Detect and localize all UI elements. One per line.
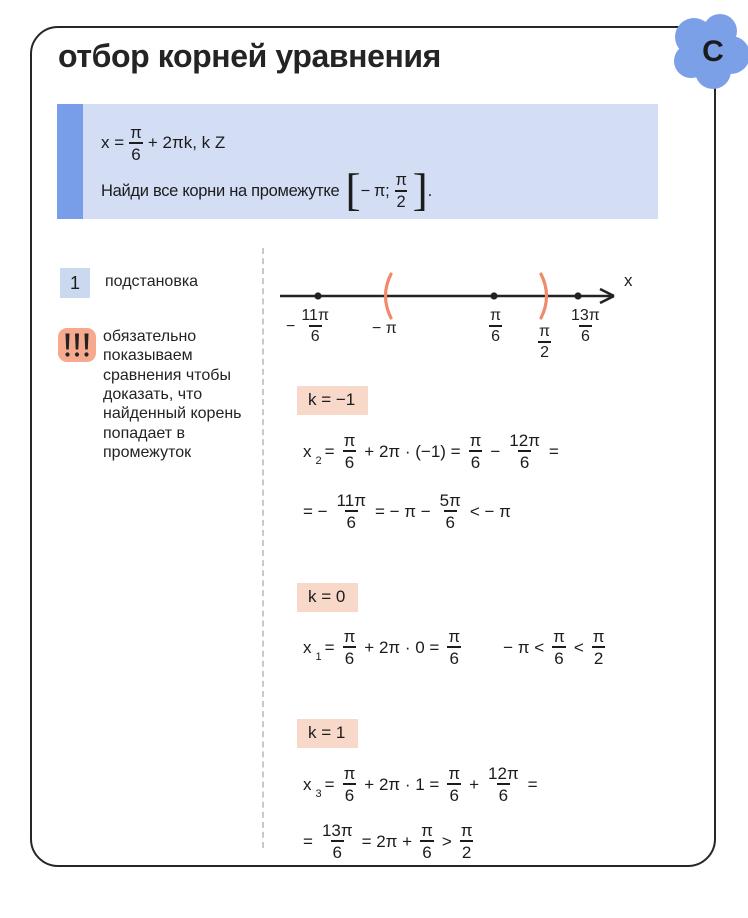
math-text: = [324,441,335,461]
fraction-numerator: π [343,764,356,783]
step-number-badge: 1 [60,268,90,298]
problem-instruction [101,164,658,216]
math-fraction [342,432,358,471]
fraction-denominator: 6 [343,450,356,471]
fraction-denominator: 6 [129,142,142,163]
math-subscript: 2 [315,455,322,467]
equation-lhs: x = [101,133,125,152]
fraction-denominator: 2 [395,190,408,211]
case-math-line [300,822,478,861]
instruction-period: . [427,181,432,200]
equation-fraction [128,124,144,163]
tick-label-pi-2 [533,324,556,361]
math-text: x [303,441,312,461]
problem-equation [101,118,658,168]
fraction-numerator: 11π [301,307,329,324]
tick-label-neg-pi: − π [372,320,397,337]
math-fraction [342,765,358,804]
fraction-numerator: π [469,431,482,450]
math-fraction [507,432,542,471]
number-line [262,258,682,378]
fraction-numerator: π [421,821,433,840]
fraction-numerator: 12π [509,431,540,450]
fraction-numerator: 11π [336,491,366,510]
fraction-numerator: π [490,307,502,324]
fraction-denominator: 6 [489,325,502,345]
math-text: x [303,774,312,794]
math-text: = − π − [374,501,431,521]
math-text: = [303,831,313,851]
tick-label-pi-6 [484,308,507,345]
tick-point [574,292,581,299]
triple-exclamation-icon [57,326,97,364]
fraction-numerator: π [130,122,142,142]
fraction-denominator: 2 [538,341,551,361]
math-fraction [459,822,475,861]
corner-flower-badge [663,9,748,95]
math-text: x [303,637,312,657]
fraction-numerator: π [343,431,356,450]
math-fraction [486,765,521,804]
tick-fraction [537,324,552,361]
fraction-denominator: 2 [592,646,605,667]
fraction-denominator: 6 [497,783,510,804]
problem-statement-box [57,104,658,219]
math-fraction [438,492,463,531]
math-subscript: 3 [315,788,322,800]
bracket-open: [ [345,164,361,216]
fraction-denominator: 6 [343,646,356,667]
case-badge-k-1: k = 1 [297,719,358,748]
math-text: − [490,441,501,461]
problem-content [83,104,658,219]
fraction-numerator: 12π [488,764,519,783]
axis-label: x [624,271,633,290]
step-label: подстановка [105,273,199,290]
fraction-denominator: 6 [579,325,592,345]
fraction-numerator: π [395,171,407,189]
math-fraction [446,628,462,667]
math-subscript: 1 [315,651,322,663]
fraction-denominator: 6 [309,325,322,345]
math-fraction [551,628,567,667]
fraction-denominator: 6 [447,783,460,804]
math-text: = [527,774,538,794]
tick-label-13pi-6 [565,308,606,345]
fraction-denominator: 6 [469,450,482,471]
fraction-denominator: 2 [460,840,473,861]
tick-point [314,292,321,299]
fraction-numerator: π [448,764,461,783]
math-fraction [320,822,355,861]
fraction-numerator: 13π [571,307,600,324]
math-text: < [573,637,584,657]
math-text: + 2π · 0 = [364,637,440,657]
tick-fraction [488,308,503,345]
tick-fraction [299,308,331,345]
fraction-denominator: 6 [345,510,358,531]
fraction-numerator: π [592,627,605,646]
math-text: = [324,637,335,657]
corner-badge-letter: C [702,35,724,68]
math-fraction [335,492,368,531]
instruction-text: Найди все корни на промежутке [101,181,340,200]
case-math-line [300,765,541,804]
fraction-numerator: π [460,821,473,840]
problem-accent-bar [57,104,83,219]
case-math-line [300,432,562,471]
interval-left: − π; [360,181,390,200]
math-text: = 2π + [361,831,413,851]
math-text: > [441,831,452,851]
fraction-denominator: 6 [447,646,460,667]
bracket-close: ] [412,164,428,216]
math-fraction [468,432,484,471]
math-text: + 2π · (−1) = [364,441,461,461]
math-fraction [591,628,607,667]
fraction-numerator: π [539,323,551,340]
fraction-denominator: 6 [331,840,344,861]
fraction-numerator: π [553,627,565,646]
page-title: отбор корней уравнения [58,38,441,74]
math-fraction [419,822,435,861]
fraction-numerator: π [448,627,461,646]
math-text: + 2π · 1 = [364,774,440,794]
interval-fraction [393,172,408,210]
fraction-numerator: 5π [439,491,461,510]
case-math-line [300,628,611,667]
math-text: + [469,774,480,794]
math-text: = [324,774,335,794]
math-text: = [548,441,559,461]
case-badge-k-0: k = 0 [297,583,358,612]
fraction-denominator: 6 [444,510,457,531]
tick-fraction [569,308,602,345]
fraction-denominator: 6 [343,783,356,804]
math-text: − π < [503,637,545,657]
math-fraction [342,628,358,667]
tick-sign: − [286,317,296,335]
math-text: = − [303,501,328,521]
fraction-denominator: 6 [518,450,531,471]
case-math-line [300,492,514,531]
tick-label-neg-11pi-6 [286,308,335,345]
fraction-numerator: 13π [321,821,353,840]
tick-point [490,292,497,299]
fraction-denominator: 6 [420,840,433,861]
warning-note-text: обязательно показываем сравнения чтобы доказать, что найденный корень попадает в промежуток [103,328,242,462]
case-badge-k-minus-1: k = −1 [297,386,368,415]
math-text: < − π [469,501,511,521]
fraction-denominator: 6 [552,646,565,667]
math-fraction [446,765,462,804]
fraction-numerator: π [343,627,356,646]
equation-tail: + 2πk, k Z [147,133,226,152]
